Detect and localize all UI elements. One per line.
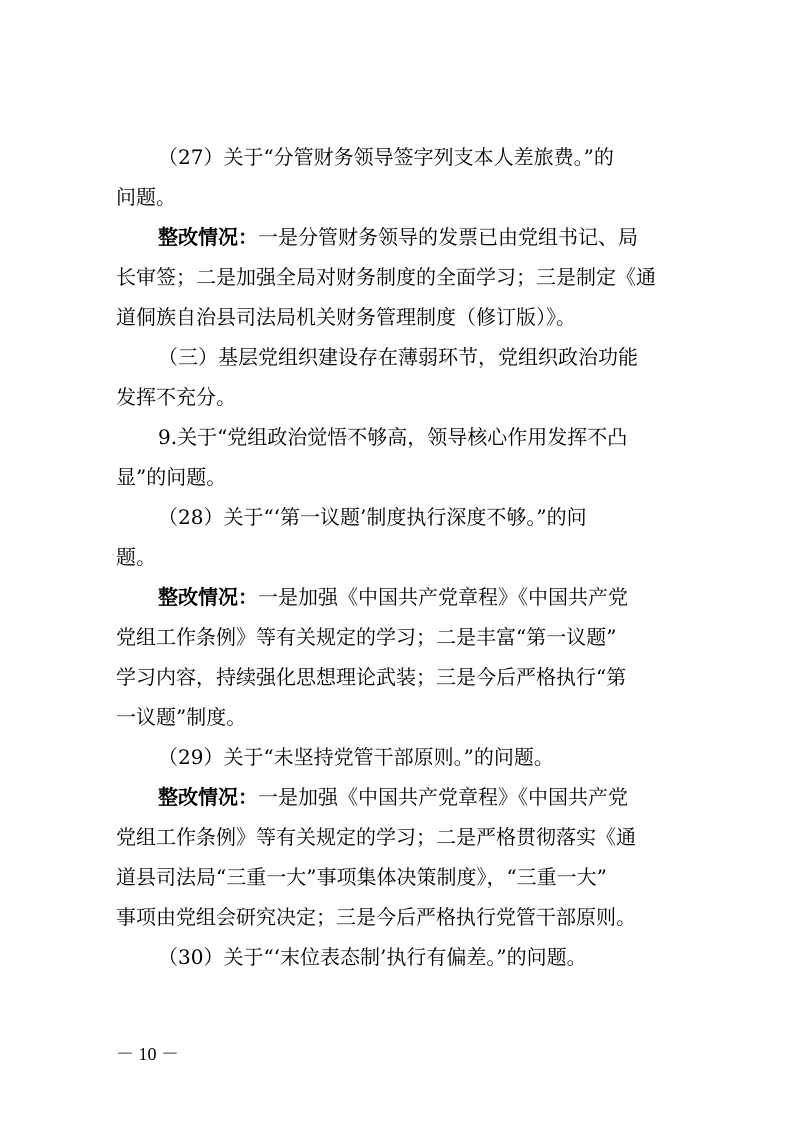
- item-27-rectification-cont: 长审签；二是加强全局对财务制度的全面学习；三是制定《通: [116, 265, 656, 289]
- section-3-heading-cont: 发挥不充分。: [116, 385, 236, 409]
- item-27-heading-cont: 问题。: [116, 185, 176, 209]
- item-29-heading: （29）关于“未坚持党管干部原则。”的问题。: [158, 745, 554, 769]
- rectification-text: 一是分管财务领导的发票已由党组书记、局: [258, 225, 638, 249]
- page-number: － 10 －: [116, 1044, 179, 1064]
- item-30-heading: （30）关于“‘末位表态制’执行有偏差。”的问题。: [158, 945, 587, 969]
- item-29-rectification: [158, 777, 682, 817]
- item-27-rectification: [158, 217, 682, 257]
- item-27-heading: （27）关于“分管财务领导签字列支本人差旅费。”的: [158, 145, 614, 169]
- rectification-label: 整改情况：: [158, 225, 258, 249]
- item-28-heading: （28）关于“‘第一议题’制度执行深度不够。”的问: [158, 505, 587, 529]
- item-27-rectification-cont: 道侗族自治县司法局机关财务管理制度（修订版）》。: [116, 305, 576, 329]
- item-28-heading-cont: 题。: [116, 545, 156, 569]
- item-9-heading: 9.关于“党组政治觉悟不够高，领导核心作用发挥不凸: [158, 425, 628, 449]
- rectification-label: 整改情况：: [158, 585, 258, 609]
- item-9-heading-cont: 显”的问题。: [116, 465, 227, 489]
- item-28-rectification-cont: 一议题”制度。: [116, 705, 247, 729]
- item-29-rectification-cont: 道县司法局“三重一大”事项集体决策制度》，“三重一大”: [116, 865, 607, 889]
- item-28-rectification-cont: 学习内容，持续强化思想理论武装；三是今后严格执行“第: [116, 665, 627, 689]
- rectification-label: 整改情况：: [158, 785, 258, 809]
- section-3-heading: （三）基层党组织建设存在薄弱环节，党组织政治功能: [158, 345, 638, 369]
- item-29-rectification-cont: 事项由党组会研究决定；三是今后严格执行党管干部原则。: [116, 905, 636, 929]
- rectification-text: 一是加强《中国共产党章程》《中国共产党: [258, 585, 628, 609]
- rectification-text: 一是加强《中国共产党章程》《中国共产党: [258, 785, 628, 809]
- item-28-rectification-cont: 党组工作条例》等有关规定的学习；二是丰富“第一议题”: [116, 625, 617, 649]
- item-28-rectification: [158, 577, 682, 617]
- item-29-rectification-cont: 党组工作条例》等有关规定的学习；二是严格贯彻落实《通: [116, 825, 636, 849]
